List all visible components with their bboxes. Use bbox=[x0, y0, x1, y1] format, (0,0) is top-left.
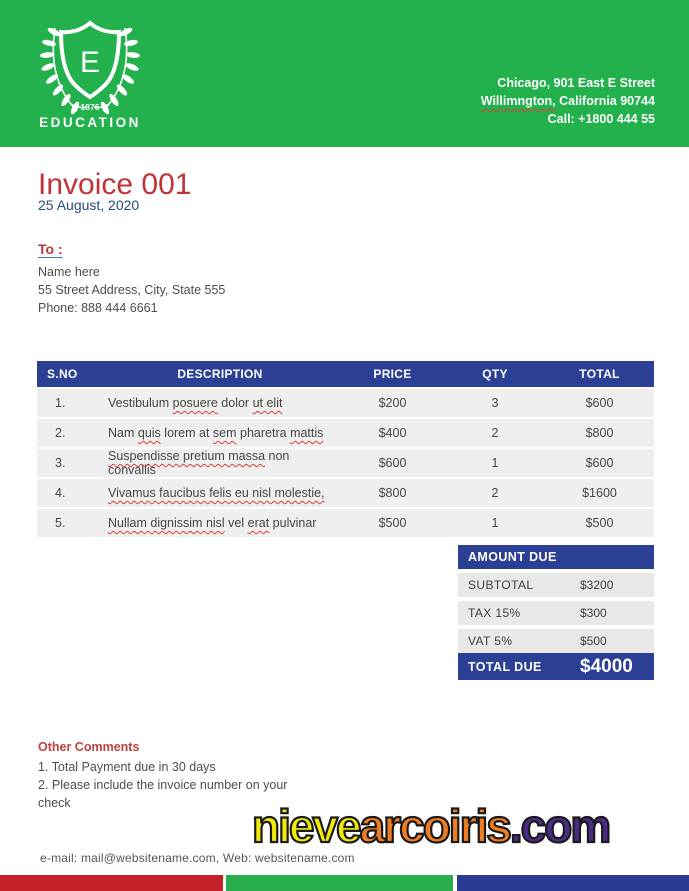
company-address-line2 bbox=[481, 92, 655, 110]
table-row bbox=[37, 449, 654, 477]
description-text: Vestibulum bbox=[108, 396, 173, 410]
logo-letter: E bbox=[79, 46, 101, 79]
watermark-part3: .com bbox=[509, 800, 610, 852]
amount-due-row-value: $3200 bbox=[580, 578, 614, 592]
misspelled-word: sem bbox=[212, 426, 237, 440]
comments-clipped-text: check bbox=[38, 796, 71, 810]
cell-qty: 2 bbox=[491, 426, 499, 440]
comments-lines bbox=[38, 758, 287, 794]
footer-bar-green bbox=[226, 875, 453, 891]
cell-description bbox=[100, 449, 340, 477]
description-text: Nam bbox=[108, 426, 138, 440]
misspelled-word: Willimngton, bbox=[480, 94, 556, 108]
company-address-line1: Chicago, 901 East E Street bbox=[497, 76, 655, 90]
cell-total: $1600 bbox=[582, 486, 617, 500]
cell-sno: 1. bbox=[55, 396, 66, 410]
shield-laurel-icon bbox=[35, 18, 145, 114]
cell-price: $200 bbox=[378, 396, 407, 410]
logo-year: 1876 bbox=[80, 102, 100, 112]
amount-due-row-value: $300 bbox=[580, 606, 607, 620]
company-address bbox=[481, 74, 655, 128]
table-header-row bbox=[37, 361, 654, 387]
misspelled-word: ut elit bbox=[252, 396, 283, 410]
description-text: dolor bbox=[217, 396, 253, 410]
other-comments bbox=[38, 740, 288, 810]
recipient-address: 55 Street Address, City, State 555 bbox=[38, 283, 226, 297]
amount-due-row bbox=[458, 573, 654, 597]
comments-title: Other Comments bbox=[38, 740, 140, 754]
misspelled-word: Vivamus faucibus felis eu nisl molestie, bbox=[108, 486, 325, 500]
cell-price: $600 bbox=[378, 456, 407, 470]
cell-total: $800 bbox=[585, 426, 614, 440]
amount-due-row-label: VAT 5% bbox=[468, 634, 513, 648]
description-text: pulvinar bbox=[269, 516, 317, 530]
amount-due-row bbox=[458, 629, 654, 653]
amount-due-row-value: $500 bbox=[580, 634, 607, 648]
footer-contact: e-mail: mail@websitename.com, Web: websitename.com bbox=[40, 851, 355, 865]
amount-due-header: AMOUNT DUE bbox=[458, 545, 654, 569]
description-text: pharetra bbox=[236, 426, 291, 440]
logo-brand-text: EDUCATION bbox=[39, 115, 141, 130]
cell-qty: 1 bbox=[491, 456, 499, 470]
company-phone: Call: +1800 444 55 bbox=[547, 112, 655, 126]
misspelled-word: Nullam dignissim nisl bbox=[108, 516, 225, 530]
cell-total: $600 bbox=[585, 456, 614, 470]
cell-price: $400 bbox=[378, 426, 407, 440]
site-watermark bbox=[252, 799, 609, 853]
table-row bbox=[37, 509, 654, 537]
table-body bbox=[37, 389, 654, 537]
recipient-phone: Phone: 888 444 6661 bbox=[38, 301, 158, 315]
amount-due-row-label: SUBTOTAL bbox=[468, 578, 534, 592]
total-due-row bbox=[458, 653, 654, 680]
comments-clipped-line bbox=[38, 794, 287, 810]
misspelled-word: quis bbox=[137, 426, 161, 440]
invoice-date: 25 August, 2020 bbox=[38, 197, 140, 213]
comment-line: 2. Please include the invoice number on your bbox=[38, 778, 288, 792]
education-logo bbox=[34, 18, 146, 130]
misspelled-word: erat bbox=[247, 516, 270, 530]
cell-total: $600 bbox=[585, 396, 614, 410]
amount-due-rows bbox=[458, 573, 654, 653]
cell-sno: 3. bbox=[55, 456, 66, 470]
footer-bar-red bbox=[0, 875, 223, 891]
amount-due-row-label: TAX 15% bbox=[468, 606, 521, 620]
col-header-sno: S.NO bbox=[47, 367, 78, 381]
comment-line: 1. Total Payment due in 30 days bbox=[38, 760, 216, 774]
cell-description bbox=[100, 486, 340, 500]
cell-price: $500 bbox=[378, 516, 407, 530]
amount-due-box bbox=[458, 545, 654, 680]
col-header-qty: QTY bbox=[482, 367, 508, 381]
description-text: vel bbox=[224, 516, 248, 530]
header bbox=[0, 0, 689, 147]
cell-description bbox=[100, 396, 340, 410]
col-header-total: TOTAL bbox=[579, 367, 620, 381]
description-text: non convallis bbox=[108, 449, 290, 477]
cell-qty: 3 bbox=[491, 396, 499, 410]
line-items-table bbox=[37, 361, 654, 537]
col-header-description: DESCRIPTION bbox=[177, 367, 263, 381]
col-header-price: PRICE bbox=[373, 367, 412, 381]
cell-description bbox=[100, 426, 340, 440]
misspelled-word: mattis bbox=[290, 426, 324, 440]
total-due-label: TOTAL DUE bbox=[468, 659, 542, 674]
cell-sno: 2. bbox=[55, 426, 66, 440]
footer-bar-blue bbox=[457, 875, 689, 891]
invoice-title: Invoice 001 bbox=[38, 168, 192, 201]
cell-sno: 4. bbox=[55, 486, 66, 500]
description-text: lorem at bbox=[160, 426, 213, 440]
misspelled-word: posuere bbox=[172, 396, 218, 410]
total-due-value: $4000 bbox=[580, 655, 633, 677]
misspelled-word: Suspendisse pretium massa bbox=[108, 449, 266, 463]
cell-qty: 1 bbox=[491, 516, 499, 530]
cell-qty: 2 bbox=[491, 486, 499, 500]
cell-description bbox=[100, 516, 340, 530]
to-label bbox=[38, 241, 63, 257]
company-address-line2-rest: California 90744 bbox=[555, 94, 655, 108]
table-row bbox=[37, 419, 654, 447]
recipient-name: Name here bbox=[38, 265, 100, 279]
table-row bbox=[37, 479, 654, 507]
table-row bbox=[37, 389, 654, 417]
cell-sno: 5. bbox=[55, 516, 66, 530]
watermark-part1: nieve bbox=[252, 800, 360, 852]
watermark-part2: arcoiris bbox=[359, 800, 510, 852]
cell-price: $800 bbox=[378, 486, 407, 500]
to-label-text: To : bbox=[38, 241, 63, 257]
cell-total: $500 bbox=[585, 516, 614, 530]
amount-due-row bbox=[458, 601, 654, 625]
recipient-block bbox=[38, 263, 225, 317]
